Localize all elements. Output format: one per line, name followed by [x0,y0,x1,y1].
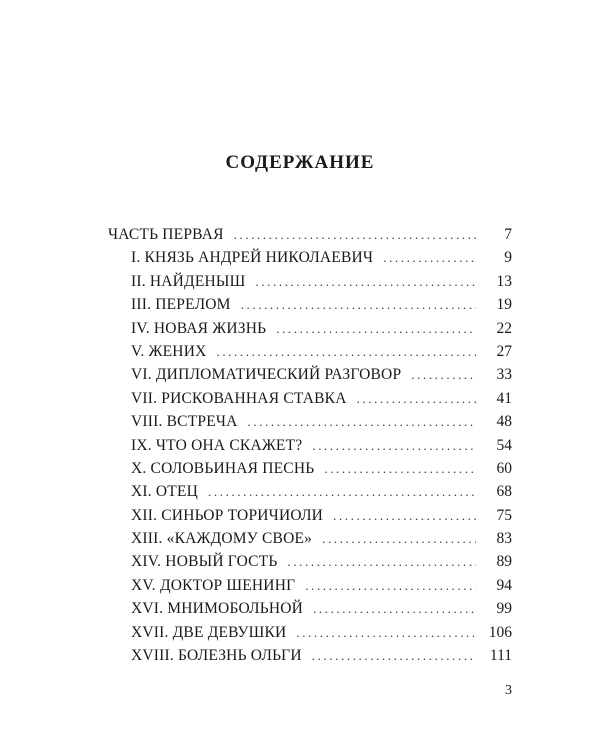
page-title: СОДЕРЖАНИЕ [225,152,375,173]
toc-entry-title: V. ЖЕНИХ [131,342,207,360]
dot-leader [248,414,476,430]
dot-leader [208,484,476,500]
dot-leader [216,344,476,360]
dot-leader [411,367,476,383]
toc-entry-page: 9 [504,249,512,267]
toc-entry-title: X. СОЛОВЬИНАЯ ПЕСНЬ [131,459,315,477]
toc-chapter-entry [0,577,600,600]
dot-leader [305,578,476,594]
toc-entry-page: 41 [496,389,512,407]
page-number: 3 [505,683,512,698]
toc-chapter-entry [0,460,600,483]
toc-entry-page: 68 [496,483,512,501]
toc-entry-page: 48 [496,413,512,431]
dot-leader [357,391,476,407]
toc-chapter-entry [0,390,600,413]
toc-entry-page: 89 [496,553,512,571]
toc-part-entry [0,226,600,249]
toc-chapter-entry [0,343,600,366]
toc-entry-title: VII. РИСКОВАННАЯ СТАВКА [131,389,347,407]
toc-chapter-entry [0,647,600,670]
toc-entry-page: 7 [504,226,512,243]
toc-entry-page: 33 [496,366,512,384]
toc-chapter-entry [0,507,600,530]
toc-chapter-entry [0,624,600,647]
toc-entry-title: IV. НОВАЯ ЖИЗНЬ [131,319,267,337]
dot-leader [312,648,476,664]
dot-leader [322,531,476,547]
dot-leader [312,438,476,454]
dot-leader [324,461,476,477]
dot-leader [383,250,476,266]
toc-chapter-entry [0,553,600,576]
dot-leader [333,508,476,524]
dot-leader [296,625,476,641]
toc-entry-title: IX. ЧТО ОНА СКАЖЕТ? [131,436,303,454]
toc-entry-title: XVIII. БОЛЕЗНЬ ОЛЬГИ [131,647,302,665]
dot-leader [287,554,476,570]
toc-entry-title: XVII. ДВЕ ДЕВУШКИ [131,623,287,641]
toc-entry-title: ЧАСТЬ ПЕРВАЯ [108,226,224,243]
toc-chapter-entry [0,437,600,460]
toc-entry-page: 19 [496,296,512,314]
toc-chapter-entry [0,249,600,272]
toc-entry-title: XIII. «КАЖДОМУ СВОЕ» [131,530,313,548]
toc-entry-page: 13 [496,272,512,290]
toc-chapter-entry [0,320,600,343]
toc-entry-page: 54 [496,436,512,454]
toc-entry-page: 83 [496,530,512,548]
dot-leader [255,274,476,290]
table-of-contents [0,226,600,670]
toc-chapter-entry [0,366,600,389]
toc-entry-title: III. ПЕРЕЛОМ [131,296,231,314]
toc-entry-title: I. КНЯЗЬ АНДРЕЙ НИКОЛАЕВИЧ [131,249,374,267]
dot-leader [276,321,476,337]
toc-chapter-entry [0,296,600,319]
toc-entry-title: VI. ДИПЛОМАТИЧЕСКИЙ РАЗГОВОР [131,366,402,384]
toc-entry-page: 94 [496,576,512,594]
toc-entry-page: 22 [496,319,512,337]
toc-chapter-entry [0,530,600,553]
toc-entry-page: 111 [489,647,512,665]
toc-chapter-entry [0,413,600,436]
toc-entry-title: XV. ДОКТОР ШЕНИНГ [131,576,296,594]
toc-entry-title: XI. ОТЕЦ [131,483,199,501]
toc-chapter-entry [0,273,600,296]
toc-entry-title: VIII. ВСТРЕЧА [131,413,238,431]
toc-chapter-entry [0,483,600,506]
toc-entry-page: 60 [496,459,512,477]
toc-entry-title: II. НАЙДЕНЫШ [131,272,246,290]
toc-entry-title: XII. СИНЬОР ТОРИЧИОЛИ [131,506,324,524]
toc-entry-title: XIV. НОВЫЙ ГОСТЬ [131,553,278,571]
dot-leader [234,227,476,243]
dot-leader [313,601,476,617]
dot-leader [241,297,476,313]
toc-entry-page: 27 [496,342,512,360]
toc-entry-page: 106 [488,623,512,641]
toc-entry-page: 75 [496,506,512,524]
toc-entry-title: XVI. МНИМОБОЛЬНОЙ [131,600,304,618]
toc-entry-page: 99 [496,600,512,618]
toc-chapter-entry [0,600,600,623]
